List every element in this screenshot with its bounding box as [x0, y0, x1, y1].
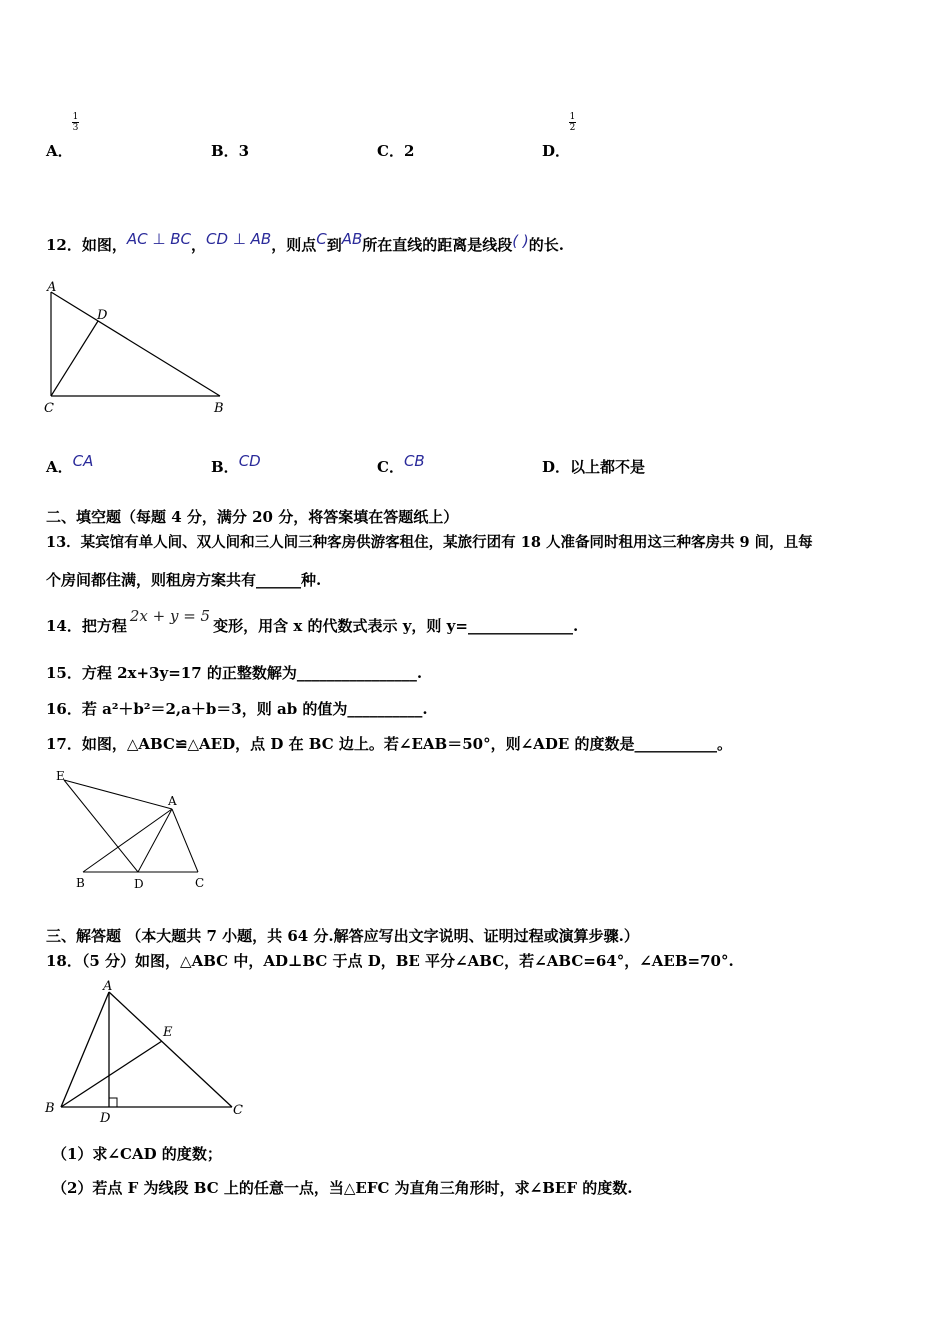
q11-option-b: B．3: [211, 142, 250, 160]
q17-segment-ea: [64, 780, 172, 809]
section-2-heading: 二、填空题（每题 4 分，满分 20 分，将答案填在答题纸上）: [46, 508, 459, 526]
q12-comma: ，: [190, 236, 206, 254]
q12-option-b-value: CD: [238, 452, 261, 470]
q11-d-denominator: 2: [569, 123, 576, 133]
q17-label-b: B: [76, 876, 85, 890]
q17-label-d: D: [134, 877, 144, 891]
q12-mid3: 所在直线的距离是线段: [362, 236, 513, 254]
q18-part-1: （1）求∠CAD 的度数；: [52, 1145, 222, 1163]
q12-option-c-value: CB: [403, 452, 425, 470]
q18-label-a: A: [103, 979, 113, 994]
q12-point-c: C: [316, 230, 327, 248]
q11-d-numerator: 1: [569, 112, 576, 122]
q17-segment-ed: [64, 780, 138, 872]
q12-prefix: 12．如图，: [46, 236, 127, 254]
q11-option-d: [542, 140, 570, 161]
q12-line-ab: AB: [341, 230, 363, 248]
q17-label-a: A: [168, 794, 177, 808]
q12-label-b: B: [214, 401, 224, 416]
q14-stem: [46, 607, 579, 636]
q18-right-angle-mark: [109, 1098, 117, 1107]
q11-option-a-label: A．: [46, 142, 73, 160]
q12-suffix: 的长.: [528, 236, 564, 254]
q11-option-a: [46, 140, 73, 161]
q18-segment-ac: [109, 992, 232, 1107]
q18-label-d: D: [100, 1111, 111, 1126]
q11-a-denominator: 3: [72, 123, 79, 133]
q12-condition-2: CD ⊥ AB: [206, 230, 272, 248]
q11-a-numerator: 1: [72, 112, 79, 122]
q15-stem: 15．方程 2x+3y=17 的正整数解为________________.: [46, 664, 423, 682]
q17-segment-da: [138, 809, 172, 872]
q12-segment-cd: [51, 321, 98, 396]
q12-mid1: ，则点: [271, 236, 317, 254]
q14-prefix: 14．把方程: [46, 617, 127, 635]
q14-suffix: 变形，用含 x 的代数式表示 y，则 y=______________.: [213, 617, 579, 635]
q12-option-a: [46, 452, 94, 477]
q17-label-e: E: [56, 769, 65, 783]
q18-segment-be: [61, 1041, 162, 1107]
q18-label-e: E: [163, 1025, 173, 1040]
q12-option-b: [211, 452, 261, 477]
q11-option-c: C．2: [377, 142, 415, 160]
q12-mid2: 到: [326, 236, 342, 254]
q17-segment-ba: [83, 809, 172, 872]
q12-option-a-label: A．: [46, 458, 73, 476]
q12-segment-ab: [51, 292, 220, 396]
q17-label-c: C: [195, 876, 205, 890]
section-3-heading: 三、解答题 （本大题共 7 小题，共 64 分.解答应写出文字说明、证明过程或演算步骤.）: [46, 927, 639, 945]
q13-line-1: 13．某宾馆有单人间、双人间和三人间三种客房供游客租住，某旅行团有 18 人准备同时租用这三种客房共 9 间，且每: [46, 534, 813, 551]
q16-stem: 16．若 a²＋b²＝2,a＋b＝3，则 ab 的值为__________.: [46, 700, 428, 718]
q18-stem: 18．（5 分）如图，△ABC 中，AD⊥BC 于点 D，BE 平分∠ABC，若∠ABC=64°，∠AEB=70°.: [46, 952, 734, 970]
q18-part-2: （2）若点 F 为线段 BC 上的任意一点，当△EFC 为直角三角形时，求∠BEF 的度数.: [52, 1179, 633, 1197]
q12-option-b-label: B．: [211, 458, 239, 476]
q18-segment-ab: [61, 992, 109, 1107]
q18-label-b: B: [45, 1101, 55, 1116]
q12-answer-paren: ( ): [512, 232, 529, 250]
q12-condition-1: AC ⊥ BC: [126, 230, 191, 248]
q12-label-a: A: [47, 280, 57, 295]
q18-label-c: C: [233, 1103, 243, 1118]
q12-label-d: D: [97, 308, 108, 323]
q17-figure: [50, 766, 220, 894]
q13-line-2: 个房间都住满，则租房方案共有______种.: [46, 571, 322, 589]
q12-label-c: C: [44, 401, 54, 416]
q17-stem: 17．如图，△ABC≌△AED，点 D 在 BC 边上。若∠EAB＝50°，则∠ADE 的度数是___________。: [46, 735, 732, 753]
q12-option-c-label: C．: [377, 458, 404, 476]
q12-option-c: [377, 452, 425, 477]
q12-option-a-value: CA: [72, 452, 94, 470]
q11-option-d-fraction: [569, 112, 576, 133]
q11-option-d-label: D．: [542, 142, 571, 160]
q18-figure: [40, 976, 260, 1128]
q11-option-a-fraction: [72, 112, 79, 133]
q17-segment-ac: [172, 809, 198, 872]
q12-option-d: D．以上都不是: [542, 458, 646, 476]
q12-figure: [40, 278, 240, 418]
q12-stem: [46, 230, 564, 255]
q14-equation: 2x + y = 5: [129, 607, 211, 625]
